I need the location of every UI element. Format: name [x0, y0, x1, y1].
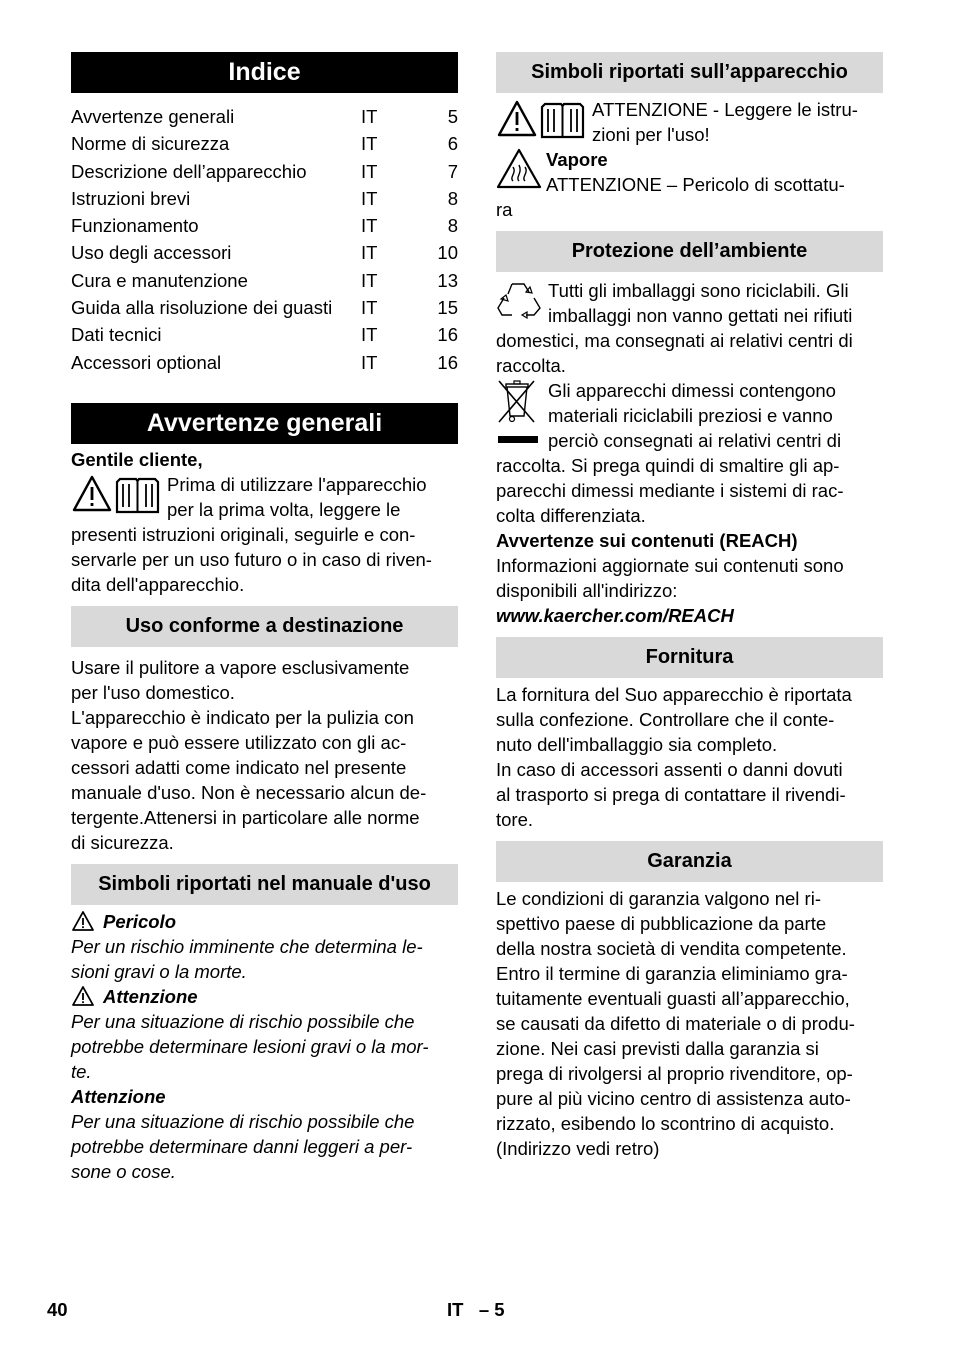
toc-row[interactable]: [71, 158, 458, 185]
toc-page: 13: [437, 269, 458, 291]
text-line: zione. Nei casi previsti dalla garanzia si: [496, 1038, 819, 1059]
recycle-block: [496, 278, 883, 378]
warning-triangle-icon: [71, 910, 95, 932]
text-line: domestici, ma consegnati ai relativi centri di: [496, 330, 853, 351]
toc-row[interactable]: [71, 239, 458, 266]
supply-heading: Fornitura: [496, 637, 883, 678]
toc-title: Avvertenze generali: [71, 106, 235, 127]
text-line: Gli apparecchi dimessi contengono: [548, 380, 836, 401]
text-line: raccolta. Si prega quindi di smaltire gli ap-: [496, 455, 840, 476]
toc-page: 8: [447, 187, 458, 209]
read-manual-block: [496, 97, 883, 147]
toc-lang: IT: [361, 351, 378, 373]
caution-label: Attenzione: [71, 1085, 166, 1107]
text-line: perciò consegnati ai relativi centri di: [548, 430, 842, 451]
intro-line: Prima di utilizzare l'apparecchio: [167, 473, 427, 495]
toc-lang: IT: [361, 324, 378, 346]
text-line: vapore e può essere utilizzato con gli ac-: [71, 731, 407, 753]
toc-title: Uso degli accessori: [71, 242, 232, 264]
toc-row[interactable]: [71, 185, 458, 212]
text-line: ra: [496, 199, 513, 220]
intro-line: dita dell'apparecchio.: [71, 573, 245, 595]
greeting: Gentile cliente,: [71, 448, 203, 470]
text-line: rizzato, esibendo lo scontrino di acquisto.: [496, 1113, 835, 1134]
text-line: L'apparecchio è indicato per la pulizia con: [71, 706, 414, 728]
manual-symbols-heading: Simboli riportati nel manuale d'uso: [71, 864, 458, 905]
toc-page: 5: [447, 106, 458, 127]
text-line: prega di rivolgersi al proprio rivenditore, op-: [496, 1063, 853, 1084]
text-line: sulla confezione. Controllare che il conte-: [496, 709, 835, 730]
intended-use-heading: Uso conforme a destinazione: [71, 606, 458, 647]
left-column: [71, 52, 458, 1184]
toc-row[interactable]: [71, 321, 458, 348]
text-line: ATTENZIONE - Leggere le istru-: [592, 99, 858, 120]
text-line: manuale d'uso. Non è necessario alcun de-: [71, 781, 427, 803]
text-line: te.: [71, 1060, 92, 1082]
text-line: pure al più vicino centro di assistenza auto-: [496, 1088, 851, 1109]
device-symbols-heading: Simboli riportati sull’apparecchio: [496, 52, 883, 93]
text-line: Per una situazione di rischio possibile che: [71, 1110, 415, 1132]
toc-title: Cura e manutenzione: [71, 269, 248, 291]
section-page-label: IT – 5: [447, 1299, 505, 1320]
toc-page: 16: [437, 351, 458, 373]
toc-page: 10: [437, 242, 458, 264]
toc-lang: IT: [361, 133, 378, 155]
text-line: zioni per l'uso!: [592, 124, 710, 145]
text-line: La fornitura del Suo apparecchio è riportata: [496, 684, 852, 705]
toc-lang: IT: [361, 106, 378, 127]
text-line: tore.: [496, 809, 534, 830]
text-line: Usare il pulitore a vapore esclusivamente: [71, 656, 410, 678]
steam-block: [496, 147, 883, 222]
steam-label: Vapore: [546, 149, 608, 170]
toc-title: Funzionamento: [71, 215, 199, 237]
text-line: colta differenziata.: [496, 505, 646, 526]
text-line: Le condizioni di garanzia valgono nel ri-: [496, 888, 821, 909]
text-line: tergente.Attenersi in particolare alle norme: [71, 806, 420, 828]
general-warnings-heading: Avvertenze generali: [71, 403, 458, 444]
toc-title: Norme di sicurezza: [71, 133, 230, 155]
text-line: Per una situazione di rischio possibile che: [71, 1010, 415, 1032]
index-heading: Indice: [71, 52, 458, 93]
disposal-block: [496, 378, 883, 528]
warning-heading: [71, 984, 458, 1009]
intro-line: per la prima volta, leggere le: [167, 498, 401, 520]
text-line: sioni gravi o la morte.: [71, 960, 247, 982]
text-line: al trasporto si prega di contattare il rivendi-: [496, 784, 846, 805]
text-line: se causati da difetto di materiale o di produ-: [496, 1013, 855, 1034]
toc-title: Accessori optional: [71, 351, 222, 373]
text-line: ATTENZIONE – Pericolo di scottatu-: [546, 174, 845, 195]
danger-label: Pericolo: [103, 910, 176, 932]
text-line: parecchi dimessi mediante i sistemi di rac-: [496, 480, 844, 501]
toc-lang: IT: [361, 160, 378, 182]
text-line: raccolta.: [496, 355, 566, 376]
text-line: Informazioni aggiornate sui contenuti sono: [496, 555, 844, 576]
text-line: (Indirizzo vedi retro): [496, 1138, 660, 1159]
supply-text: [496, 682, 883, 832]
text-line: In caso di accessori assenti o danni dovuti: [496, 759, 843, 780]
warning-triangle-icon: [71, 985, 95, 1007]
toc-row[interactable]: [71, 212, 458, 239]
page-number: 40: [47, 1299, 68, 1320]
toc-row[interactable]: [71, 103, 458, 130]
text-line: spettivo paese di pubblicazione da parte: [496, 913, 827, 934]
toc-row[interactable]: [71, 130, 458, 157]
toc-title: Guida alla risoluzione dei guasti: [71, 297, 333, 319]
toc-page: 16: [437, 324, 458, 346]
toc-title: Dati tecnici: [71, 324, 162, 346]
text-line: imballaggi non vanno gettati nei rifiuti: [548, 305, 853, 326]
intro-line: servarle per un uso futuro o in caso di riven-: [71, 548, 432, 570]
text-line: Entro il termine di garanzia eliminiamo gra-: [496, 963, 848, 984]
recycle-icon: [496, 278, 544, 320]
toc-lang: IT: [361, 215, 378, 237]
manual-symbols-text: [71, 909, 458, 1184]
toc-lang: IT: [361, 242, 378, 264]
toc-page: 7: [447, 160, 458, 182]
hot-steam-warning-icon: [496, 147, 542, 191]
text-line: sone o cose.: [71, 1160, 176, 1182]
text-line: disponibili all'indirizzo:: [496, 580, 678, 601]
text-line: cessori adatti come indicato nel presente: [71, 756, 407, 778]
toc-row[interactable]: [71, 349, 458, 376]
toc-lang: IT: [361, 269, 378, 291]
text-line: della nostra società di vendita competente.: [496, 938, 847, 959]
warning-read-manual-icon: [496, 97, 586, 143]
crossed-out-bin-icon: [496, 378, 544, 452]
intended-use-text: [71, 655, 458, 855]
warning-label: Attenzione: [103, 985, 198, 1007]
right-column: [496, 52, 883, 1161]
general-intro: [71, 472, 458, 597]
toc-page: 15: [437, 297, 458, 319]
toc-lang: IT: [361, 187, 378, 209]
intro-line: presenti istruzioni originali, seguirle e con-: [71, 523, 416, 545]
text-line: potrebbe determinare lesioni gravi o la mor-: [71, 1035, 429, 1057]
text-line: Tutti gli imballaggi sono riciclabili. Gli: [548, 280, 849, 301]
warranty-text: [496, 886, 883, 1161]
table-of-contents: [71, 103, 458, 376]
text-line: per l'uso domestico.: [71, 681, 235, 703]
danger-heading: [71, 909, 458, 934]
reach-label: Avvertenze sui contenuti (REACH): [496, 530, 798, 551]
text-line: potrebbe determinare danni leggeri a per-: [71, 1135, 413, 1157]
toc-page: 6: [447, 133, 458, 155]
text-line: Per un rischio imminente che determina le-: [71, 935, 423, 957]
warranty-heading: Garanzia: [496, 841, 883, 882]
toc-title: Descrizione dell’apparecchio: [71, 160, 307, 182]
toc-row[interactable]: [71, 267, 458, 294]
text-line: tuitamente eventuali guasti all’apparecchio,: [496, 988, 850, 1009]
toc-title: Istruzioni brevi: [71, 187, 191, 209]
toc-lang: IT: [361, 297, 378, 319]
text-line: di sicurezza.: [71, 831, 174, 853]
environment-heading: Protezione dell’ambiente: [496, 231, 883, 272]
toc-row[interactable]: [71, 294, 458, 321]
text-line: nuto dell'imballaggio sia completo.: [496, 734, 778, 755]
toc-page: 8: [447, 215, 458, 237]
warning-read-manual-icon: [71, 472, 161, 520]
text-line: materiali riciclabili preziosi e vanno: [548, 405, 833, 426]
reach-url-link[interactable]: www.kaercher.com/REACH: [496, 605, 734, 626]
